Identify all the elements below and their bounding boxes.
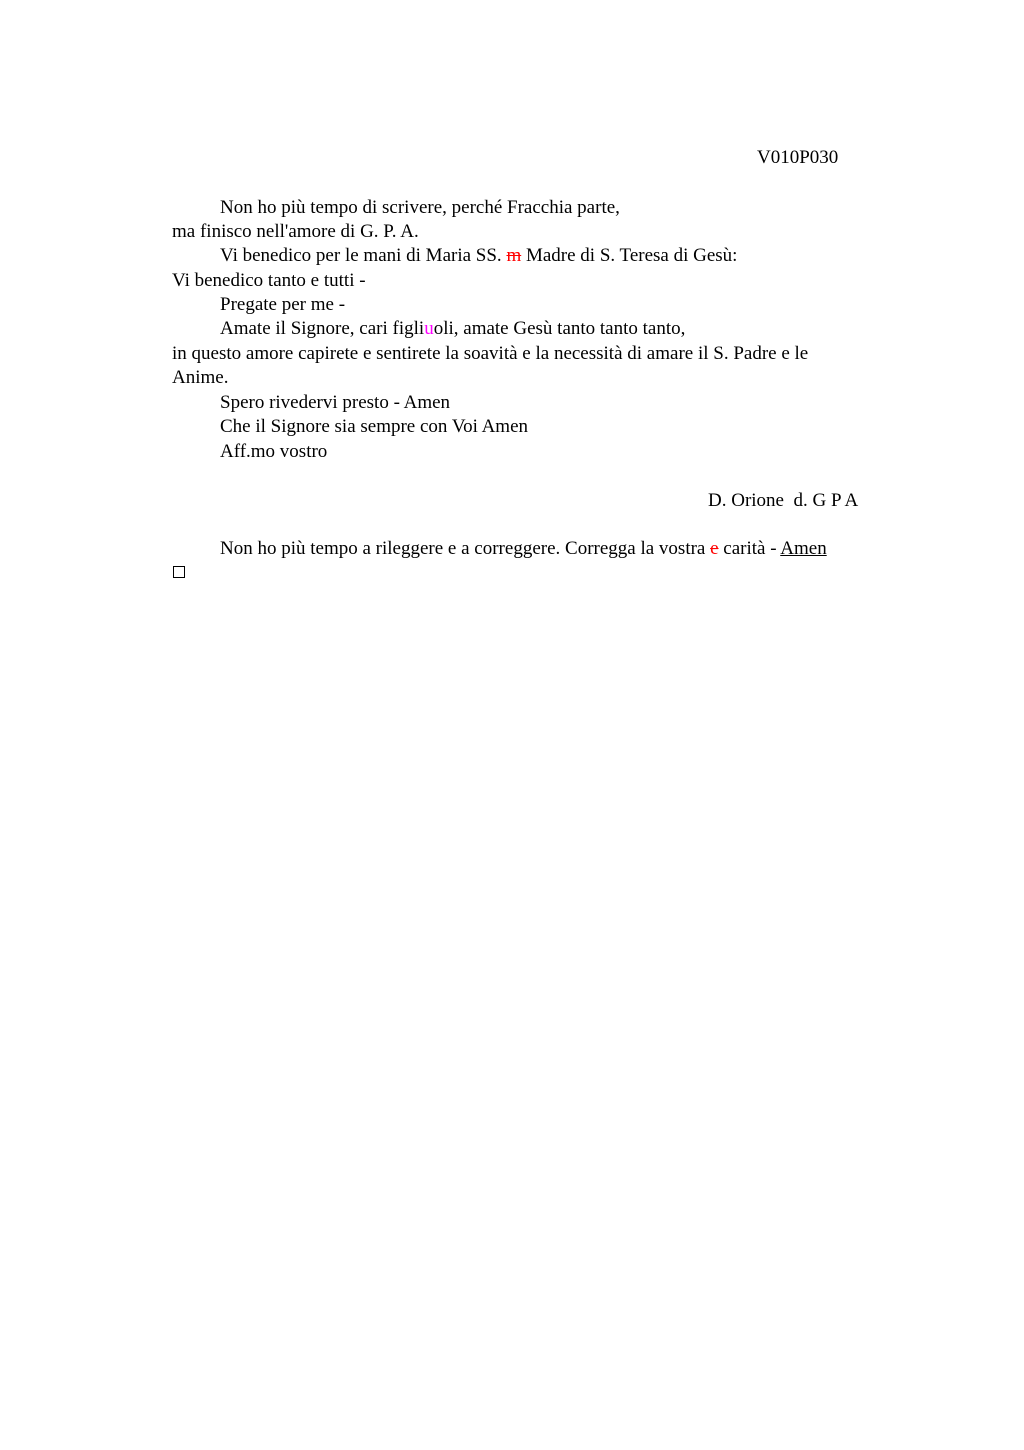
- text-line: Non ho più tempo di scrivere, perché Fracchia parte,: [220, 197, 620, 218]
- inserted-text: u: [424, 318, 434, 339]
- text-segment: Amate il Signore, cari figli: [220, 318, 425, 339]
- text-segment: Vi benedico per le mani di Maria SS.: [220, 245, 507, 266]
- text-line: [220, 317, 685, 341]
- text-line: ma finisco nell'amore di G. P. A.: [172, 221, 419, 242]
- underlined-text: Amen: [780, 538, 827, 559]
- text-line: [220, 244, 737, 268]
- text-line: Anime.: [172, 367, 229, 388]
- empty-checkbox-icon: [173, 566, 185, 578]
- postscript-line: [220, 537, 827, 561]
- signature: D. Orione d. G P A: [708, 490, 859, 511]
- text-line: Pregate per me -: [220, 294, 346, 315]
- deleted-text: e: [710, 538, 719, 559]
- text-line: Vi benedico tanto e tutti -: [172, 270, 366, 291]
- text-segment: oli, amate Gesù tanto tanto tanto,: [433, 318, 686, 339]
- document-code: V010P030: [757, 147, 839, 168]
- text-segment: Non ho più tempo a rileggere e a correggere. Corregga la vostra: [220, 538, 711, 559]
- text-line: Spero rivedervi presto - Amen: [220, 392, 451, 413]
- text-segment: carità -: [718, 538, 781, 559]
- text-line: Che il Signore sia sempre con Voi Amen: [220, 416, 529, 437]
- deleted-text: m: [506, 245, 522, 266]
- text-line: in questo amore capirete e sentirete la soavità e la necessità di amare il S. Padre e le: [172, 343, 809, 364]
- text-line: Aff.mo vostro: [220, 441, 328, 462]
- text-segment: Madre di S. Teresa di Gesù:: [521, 245, 738, 266]
